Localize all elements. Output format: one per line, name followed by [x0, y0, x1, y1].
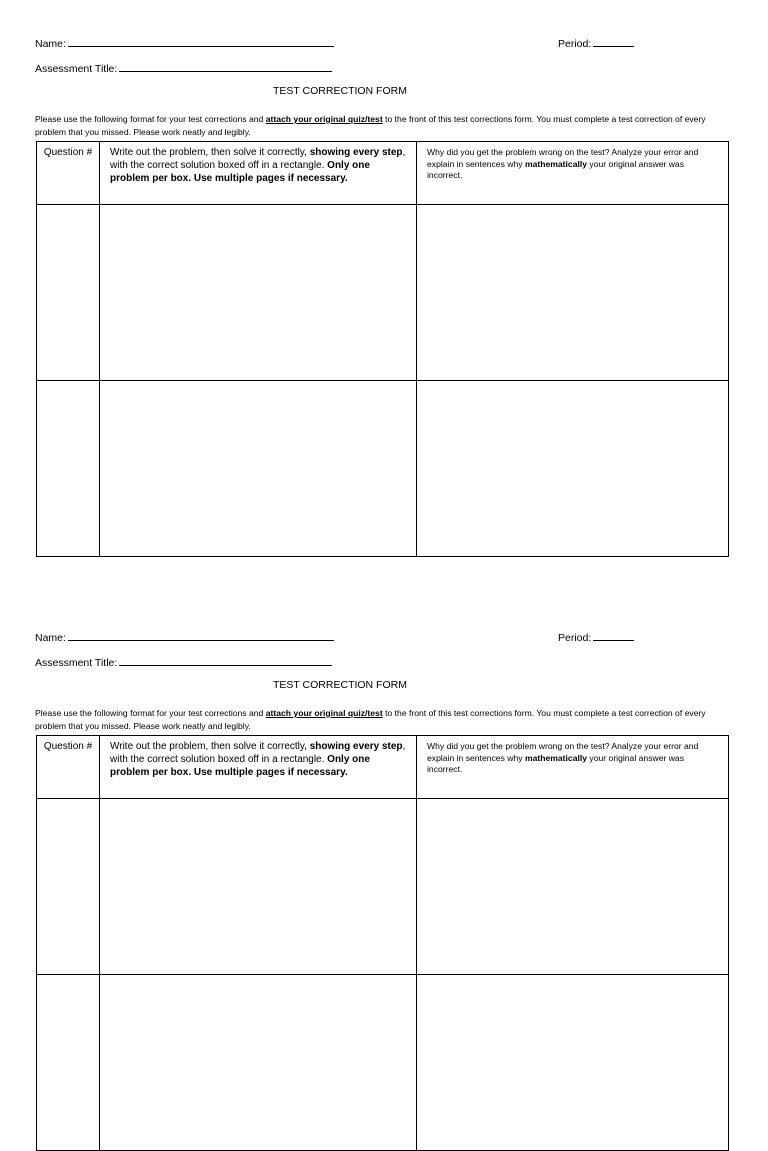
- name-label: Name:: [35, 632, 66, 644]
- period-label: Period:: [558, 632, 592, 644]
- name-field[interactable]: [35, 35, 334, 50]
- period-field[interactable]: [558, 35, 634, 50]
- name-blank[interactable]: [68, 629, 334, 641]
- instructions-emphasis: attach your original quiz/test: [265, 708, 383, 718]
- work-cell[interactable]: [100, 799, 417, 975]
- work-cell[interactable]: [100, 975, 417, 1151]
- work-column-header: Write out the problem, then solve it correctly, showing every step, with the correct solution boxed off in a rectangle. Only one problem per box. Use multiple pages if necessary.: [100, 736, 417, 799]
- assessment-title-blank[interactable]: [119, 60, 332, 72]
- assessment-title-blank[interactable]: [119, 654, 332, 666]
- form-title: TEST CORRECTION FORM: [273, 679, 407, 691]
- table-row: [37, 799, 729, 975]
- assessment-title-field[interactable]: [35, 60, 332, 75]
- name-blank[interactable]: [68, 35, 334, 47]
- question-number-cell[interactable]: [37, 975, 100, 1151]
- assessment-title-field[interactable]: [35, 654, 332, 669]
- period-label: Period:: [558, 38, 592, 50]
- name-field[interactable]: [35, 629, 334, 644]
- correction-table: [36, 141, 729, 557]
- explanation-cell[interactable]: [417, 975, 729, 1151]
- explanation-cell[interactable]: [417, 799, 729, 975]
- instructions-emphasis: attach your original quiz/test: [265, 114, 383, 124]
- explanation-column-header: Why did you get the problem wrong on the test? Analyze your error and explain in sentences why mathematically your original answer was incorrect.: [417, 142, 729, 205]
- question-number-cell[interactable]: [37, 205, 100, 381]
- name-label: Name:: [35, 38, 66, 50]
- work-column-header: Write out the problem, then solve it correctly, showing every step, with the correct solution boxed off in a rectangle. Only one problem per box. Use multiple pages if necessary.: [100, 142, 417, 205]
- period-field[interactable]: [558, 629, 634, 644]
- period-blank[interactable]: [593, 35, 634, 47]
- explanation-column-header: Why did you get the problem wrong on the test? Analyze your error and explain in sentences why mathematically your original answer was incorrect.: [417, 736, 729, 799]
- instructions: Please use the following format for your test corrections and attach your original quiz/test to the front of this test corrections form. You must complete a test correction of every problem that you missed. Please work neatly and legibly.: [35, 114, 706, 137]
- table-row: [37, 205, 729, 381]
- table-header-row: [37, 142, 729, 205]
- work-cell[interactable]: [100, 381, 417, 557]
- question-number-cell[interactable]: [37, 799, 100, 975]
- explanation-cell[interactable]: [417, 381, 729, 557]
- period-blank[interactable]: [593, 629, 634, 641]
- work-cell[interactable]: [100, 205, 417, 381]
- assessment-title-label: Assessment Title:: [35, 657, 118, 669]
- correction-table: [36, 735, 729, 1151]
- form-title: TEST CORRECTION FORM: [273, 85, 407, 97]
- table-row: [37, 975, 729, 1151]
- assessment-title-label: Assessment Title:: [35, 63, 118, 75]
- question-number-cell[interactable]: [37, 381, 100, 557]
- table-row: [37, 381, 729, 557]
- question-number-header: Question #: [37, 736, 100, 799]
- question-number-header: Question #: [37, 142, 100, 205]
- table-header-row: [37, 736, 729, 799]
- explanation-cell[interactable]: [417, 205, 729, 381]
- instructions: Please use the following format for your test corrections and attach your original quiz/test to the front of this test corrections form. You must complete a test correction of every problem that you missed. Please work neatly and legibly.: [35, 708, 706, 731]
